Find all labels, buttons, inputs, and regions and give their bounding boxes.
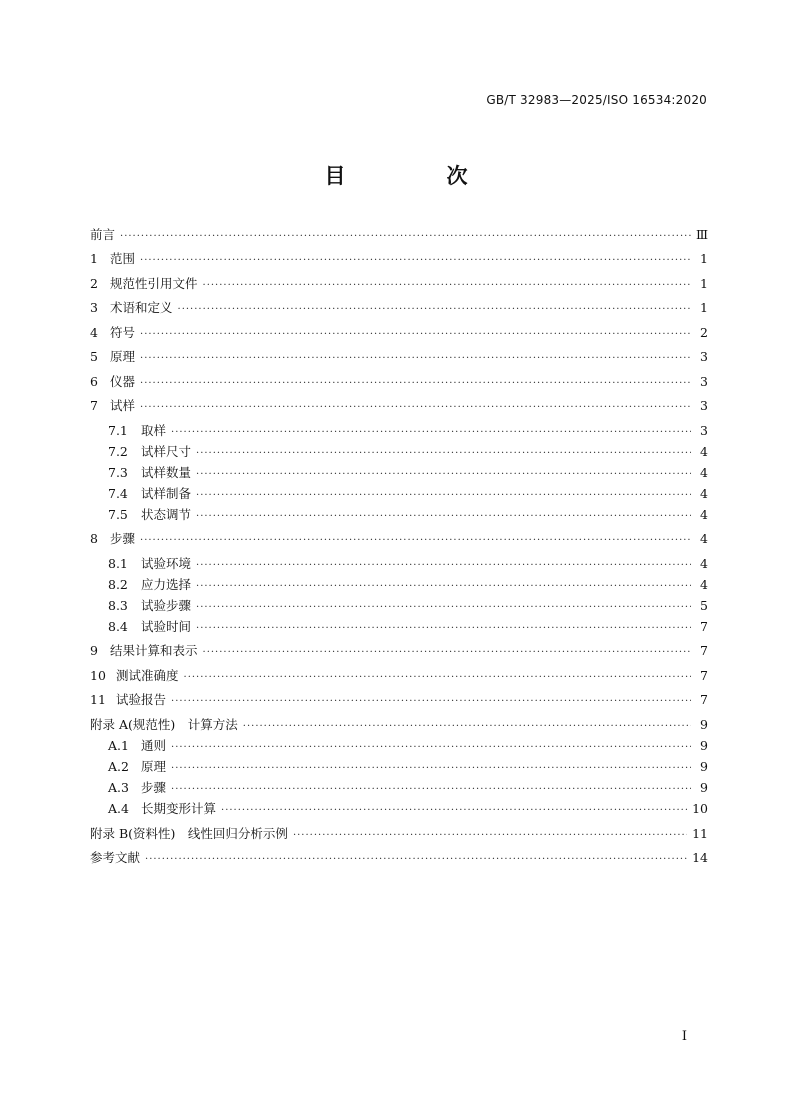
page-number: I — [681, 1029, 687, 1044]
toc-entry-page: 9 — [700, 717, 708, 732]
toc-entry-page: 3 — [700, 374, 708, 389]
dot-leader — [196, 511, 691, 522]
dot-leader — [120, 231, 691, 242]
toc-entry-label: 术语和定义 — [110, 300, 173, 315]
toc-entry-page: 7 — [700, 668, 708, 683]
toc-entry-page: 1 — [700, 251, 708, 266]
dot-leader — [140, 255, 691, 266]
toc-entry-page: 1 — [700, 300, 708, 315]
toc-entry[interactable] — [90, 249, 708, 269]
toc-entry[interactable] — [108, 554, 708, 574]
toc-entry-page: 3 — [700, 398, 708, 413]
toc-entry-label: 试样 — [110, 398, 136, 413]
dot-leader — [221, 805, 687, 816]
dot-leader — [196, 469, 691, 480]
dot-leader — [293, 830, 687, 841]
toc-entry[interactable] — [108, 505, 708, 525]
toc-entry-number: 8.1 — [108, 556, 128, 571]
dot-leader — [140, 378, 691, 389]
dot-leader — [171, 763, 691, 774]
dot-leader — [145, 854, 687, 865]
toc-entry-number: 3 — [90, 300, 98, 315]
toc-entry-label: 试验环境 — [141, 556, 192, 571]
toc-entry-page: 4 — [700, 531, 708, 546]
toc-entry-page: 4 — [700, 444, 708, 459]
toc-entry[interactable] — [90, 529, 708, 549]
toc-entry-number: 8.4 — [108, 619, 128, 634]
toc-entry-number: A.1 — [108, 738, 129, 753]
toc-entry-page: 2 — [700, 325, 708, 340]
toc-entry-label: 试样数量 — [141, 465, 192, 480]
toc-entry-label: (规范性) 计算方法 — [128, 717, 238, 732]
page-title: 目 次 — [324, 164, 508, 188]
toc-entry-number: A.3 — [108, 780, 129, 795]
dot-leader — [196, 448, 691, 459]
toc-entry[interactable] — [108, 484, 708, 504]
toc-entry-number: 10 — [90, 668, 106, 683]
toc-entry-number: 8.3 — [108, 598, 128, 613]
toc-entry[interactable] — [108, 596, 708, 616]
toc-entry-page: 9 — [700, 780, 708, 795]
toc-entry-page: 1 — [700, 276, 708, 291]
dot-leader — [196, 560, 691, 571]
toc-entry-number: 7.2 — [108, 444, 128, 459]
toc-entry-number: 6 — [90, 374, 98, 389]
toc-entry-page: 4 — [700, 556, 708, 571]
dot-leader — [203, 647, 691, 658]
toc-entry-number: 9 — [90, 643, 98, 658]
toc-entry-number: 7.5 — [108, 507, 128, 522]
toc-entry[interactable] — [90, 274, 708, 294]
toc-entry-label: 状态调节 — [141, 507, 192, 522]
toc-entry-number: 5 — [90, 349, 98, 364]
toc-entry-label: 前言 — [90, 227, 116, 242]
toc-entry-number: 1 — [90, 251, 98, 266]
toc-entry[interactable] — [90, 225, 708, 245]
toc-entry-number: A.2 — [108, 759, 129, 774]
toc-entry-number: A.4 — [108, 801, 129, 816]
toc-entry[interactable] — [90, 347, 708, 367]
dot-leader — [184, 672, 691, 683]
toc-entry-label: 参考文献 — [90, 850, 141, 865]
toc-entry-label: 符号 — [110, 325, 136, 340]
toc-entry-label: 试验报告 — [116, 692, 167, 707]
dot-leader — [196, 581, 691, 592]
toc-entry-number: 8 — [90, 531, 98, 546]
toc-entry-number: 7.4 — [108, 486, 128, 501]
toc-entry-page: 4 — [700, 507, 708, 522]
toc-entry-page: 9 — [700, 759, 708, 774]
toc-entry-label: 范围 — [110, 251, 136, 266]
toc-entry-label: 原理 — [110, 349, 136, 364]
dot-leader — [178, 304, 691, 315]
toc-entry-page: 7 — [700, 643, 708, 658]
dot-leader — [140, 353, 691, 364]
toc-entry-page: 14 — [692, 850, 708, 865]
standard-number: GB/T 32983—2025/ISO 16534:2020 — [486, 93, 707, 107]
toc-entry-number: 7.1 — [108, 423, 128, 438]
toc-entry-label: 测试准确度 — [116, 668, 179, 683]
toc-entry-label: 长期变形计算 — [141, 801, 217, 816]
toc-entry-label: 步骤 — [110, 531, 136, 546]
toc-entry-page: 10 — [692, 801, 708, 816]
toc-entry[interactable] — [90, 690, 708, 710]
toc-entry[interactable] — [108, 421, 708, 441]
toc-entry-page: 3 — [700, 349, 708, 364]
toc-entry[interactable] — [90, 372, 708, 392]
toc-entry[interactable] — [90, 641, 708, 661]
toc-entry-page: 7 — [700, 692, 708, 707]
toc-entry-number: 7.3 — [108, 465, 128, 480]
toc-entry[interactable] — [108, 778, 708, 798]
toc-entry-number: 8.2 — [108, 577, 128, 592]
toc-entry[interactable] — [108, 799, 708, 819]
dot-leader — [203, 280, 691, 291]
toc-entry[interactable] — [108, 463, 708, 483]
toc-entry[interactable] — [108, 736, 708, 756]
toc-entry-page: 7 — [700, 619, 708, 634]
dot-leader — [140, 535, 691, 546]
toc-entry-label: 试验时间 — [141, 619, 192, 634]
toc-entry-page: 4 — [700, 577, 708, 592]
toc-entry-page: 5 — [700, 598, 708, 613]
dot-leader — [196, 623, 691, 634]
dot-leader — [140, 329, 691, 340]
toc-entry-page: 11 — [692, 826, 708, 841]
toc-entry[interactable] — [108, 757, 708, 777]
toc-entry-number: 2 — [90, 276, 98, 291]
toc-entry-label: 应力选择 — [141, 577, 192, 592]
dot-leader — [243, 721, 691, 732]
toc-entry-label: (资料性) 线性回归分析示例 — [128, 826, 288, 841]
toc-entry-label: 通则 — [141, 738, 167, 753]
toc-entry-label: 规范性引用文件 — [110, 276, 198, 291]
toc-entry-number: 7 — [90, 398, 98, 413]
dot-leader — [171, 696, 691, 707]
toc-entry-number: 11 — [90, 692, 106, 707]
toc-entry[interactable] — [90, 824, 708, 844]
toc-entry[interactable] — [90, 848, 708, 868]
dot-leader — [196, 602, 691, 613]
toc-entry-label: 试样制备 — [141, 486, 192, 501]
toc-entry-label: 结果计算和表示 — [110, 643, 198, 658]
toc-entry[interactable] — [108, 575, 708, 595]
dot-leader — [171, 742, 691, 753]
toc-entry-label: 试验步骤 — [141, 598, 192, 613]
toc-entry-label: 取样 — [141, 423, 167, 438]
toc-entry-label: 试样尺寸 — [141, 444, 192, 459]
toc-entry[interactable] — [90, 666, 708, 686]
toc-entry[interactable] — [90, 715, 708, 735]
toc-entry[interactable] — [90, 396, 708, 416]
dot-leader — [171, 784, 691, 795]
dot-leader — [196, 490, 691, 501]
dot-leader — [171, 427, 691, 438]
toc-entry[interactable] — [90, 323, 708, 343]
toc-entry-label: 仪器 — [110, 374, 136, 389]
toc-entry-page: 9 — [700, 738, 708, 753]
toc-entry-number: 附录 A — [90, 717, 129, 732]
toc-entry-number: 4 — [90, 325, 98, 340]
dot-leader — [140, 402, 691, 413]
toc-entry-page: 4 — [700, 465, 708, 480]
toc-entry-page: 3 — [700, 423, 708, 438]
toc-entry[interactable] — [108, 617, 708, 637]
toc-entry-label: 原理 — [141, 759, 167, 774]
toc-entry-label: 步骤 — [141, 780, 167, 795]
toc-entry[interactable] — [108, 442, 708, 462]
toc-entry-number: 附录 B — [90, 826, 129, 841]
toc-entry[interactable] — [90, 298, 708, 318]
toc-entry-page: 4 — [700, 486, 708, 501]
toc-entry-page: Ⅲ — [695, 227, 708, 242]
